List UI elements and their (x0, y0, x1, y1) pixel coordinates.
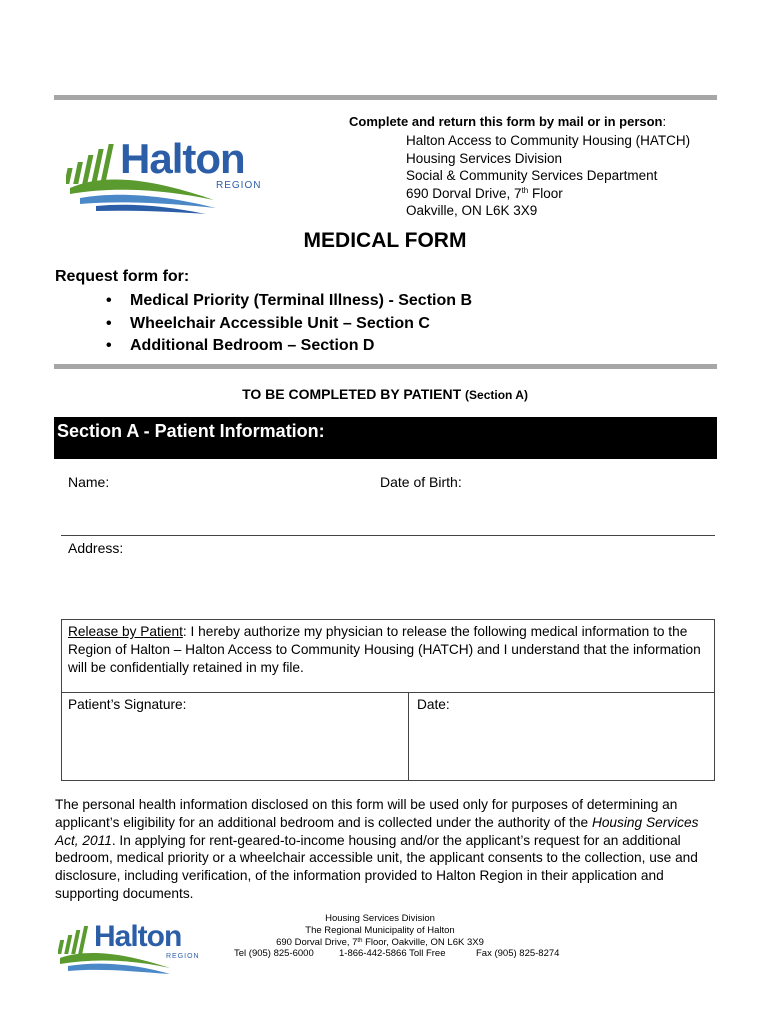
dob-label: Date of Birth: (380, 474, 462, 490)
footer-logo-wordmark: Halton (94, 920, 182, 953)
footer-line: The Regional Municipality of Halton (305, 925, 455, 936)
request-item: • Medical Priority (Terminal Illness) - Section B (106, 292, 473, 309)
form-title: MEDICAL FORM (303, 229, 467, 252)
address-label: Address: (68, 540, 124, 556)
section-a-header: Section A - Patient Information: (54, 417, 717, 459)
release-statement: Release by Patient: I hereby authorize my physician to release the following medical information to the Region of Halton – Halton Access to Community Housing (HATCH) and I understand that the information will be confidentially retained in my file. (68, 624, 701, 675)
mailing-address (406, 132, 690, 220)
footer-tel: Tel (905) 825-6000 (234, 948, 314, 959)
signature-field[interactable] (66, 716, 404, 778)
name-label: Name: (68, 474, 110, 490)
logo-wordmark: Halton (120, 135, 245, 182)
address-field[interactable] (66, 558, 711, 614)
footer-line: 690 Dorval Drive, 7th Floor, Oakville, ON L6K 3X9 (276, 937, 484, 948)
top-divider (54, 95, 717, 100)
footer-address (230, 913, 530, 949)
date-field[interactable] (414, 716, 710, 778)
name-field[interactable] (66, 486, 366, 530)
release-column-divider (408, 692, 409, 780)
address-line: 690 Dorval Drive, 7th Floor (406, 185, 563, 201)
address-line: Housing Services Division (406, 150, 563, 166)
field-divider (61, 535, 715, 536)
logo-subtitle: REGION (216, 180, 262, 191)
section-divider (54, 364, 717, 369)
dob-field[interactable] (472, 486, 712, 530)
halton-region-footer-logo-icon (58, 922, 204, 980)
signature-label: Patient’s Signature: (68, 697, 187, 712)
footer-fax: Fax (905) 825-8274 (476, 948, 560, 959)
release-divider (62, 692, 714, 693)
address-line: Social & Community Services Department (406, 168, 658, 183)
release-box (61, 619, 715, 781)
request-heading: Request form for: (55, 268, 190, 285)
return-instruction: Complete and return this form by mail or in person: (349, 114, 667, 129)
footer-tollfree: 1-866-442-5866 Toll Free (339, 948, 446, 959)
footer-logo-subtitle: REGION (166, 953, 200, 960)
date-label: Date: (417, 697, 450, 712)
address-line: Oakville, ON L6K 3X9 (406, 203, 538, 218)
footer-line: Housing Services Division (325, 913, 435, 924)
request-item: • Wheelchair Accessible Unit – Section C (106, 314, 430, 332)
request-list (106, 290, 472, 358)
halton-region-logo-icon (66, 135, 262, 216)
privacy-notice: The personal health information disclosed on this form will be used only for purposes of determining an applicant’s eligibility for an additional bedroom and is collected under the authority of the Housing Services Act, 2011. In applying for rent-geared-to-income housing and/or the applicant’s request for an additional bedroom, medical priority or a wheelchair accessible unit, the applicant consents to the collection, use and disclosure, including verification, of the information provided to Halton Region in their application and supporting documents. (55, 797, 699, 901)
address-line: Halton Access to Community Housing (HATCH) (406, 133, 691, 148)
patient-instruction: TO BE COMPLETED BY PATIENT (Section A) (242, 386, 528, 402)
request-item: • Additional Bedroom – Section D (106, 337, 375, 354)
